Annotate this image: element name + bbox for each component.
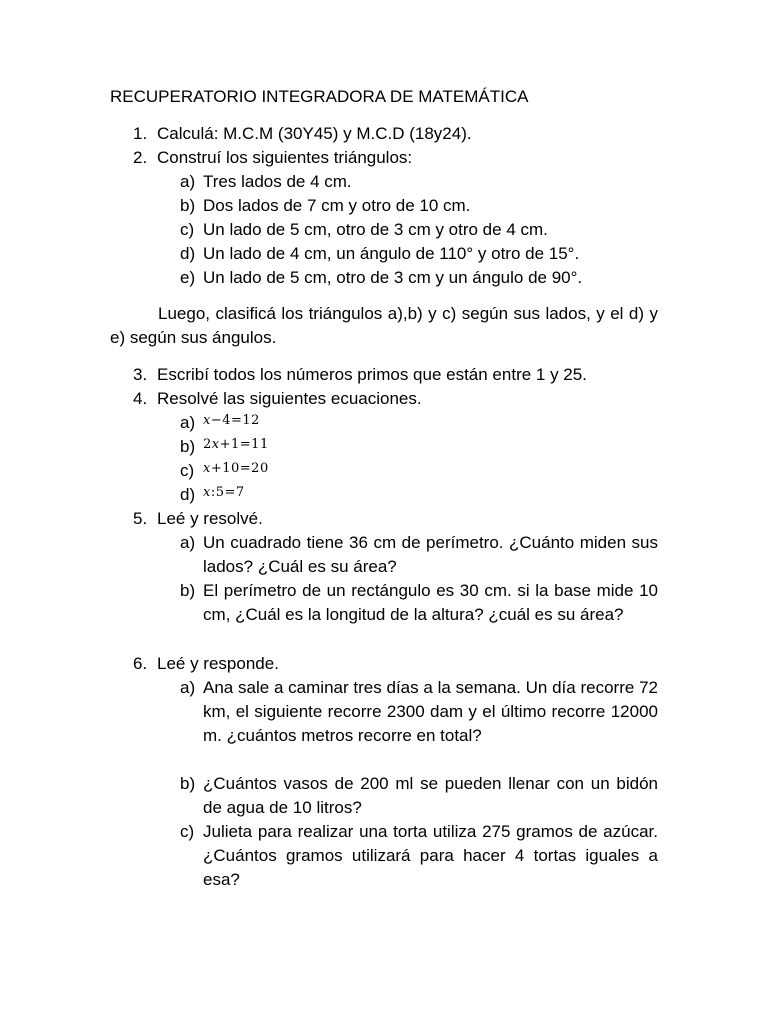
q5-item-text: El perímetro de un rectángulo es 30 cm. si la base mide 10 cm, ¿Cuál es la longitud de la altura? ¿cuál es su área? [203, 581, 658, 625]
q4-item-label: b) [180, 437, 196, 456]
q5-item-label: b) [180, 581, 196, 600]
q2-item-text: Dos lados de 7 cm y otro de 10 cm. [203, 196, 471, 215]
q1-text: Calculá: M.C.M (30Y45) y M.C.D (18y24). [157, 124, 472, 143]
equation: 2x+1=11 [203, 437, 269, 452]
q2-item-text: Un lado de 5 cm, otro de 3 cm y otro de 4 cm. [203, 220, 548, 239]
equation: x−4=12 [203, 413, 260, 428]
document-title: RECUPERATORIO INTEGRADORA DE MATEMÁTICA [110, 87, 529, 106]
q5-number: 5. [133, 509, 148, 528]
q5-item-text: Un cuadrado tiene 36 cm de perímetro. ¿Cuánto miden sus lados? ¿Cuál es su área? [203, 533, 658, 577]
q2-text: Construí los siguientes triángulos: [157, 148, 413, 167]
q6-number: 6. [133, 654, 148, 673]
q6-item-label: a) [180, 678, 196, 697]
q2-item-text: Tres lados de 4 cm. [203, 172, 352, 191]
q4-item-label: c) [180, 461, 195, 480]
q2-item-label: c) [180, 220, 195, 239]
q4-number: 4. [133, 389, 148, 408]
q2-item-text: Un lado de 4 cm, un ángulo de 110° y otro de 15°. [203, 244, 580, 263]
equation: x+10=20 [203, 461, 269, 476]
q6-item-text: ¿Cuántos vasos de 200 ml se pueden llenar con un bidón de agua de 10 litros? [203, 774, 658, 818]
q4-item-label: d) [180, 485, 196, 504]
q5-text: Leé y resolvé. [157, 509, 263, 528]
q6-item-text: Julieta para realizar una torta utiliza 275 gramos de azúcar. ¿Cuántos gramos utilizará para hacer 4 tortas iguales a esa? [203, 822, 658, 890]
q5-item-label: a) [180, 533, 196, 552]
equation: x:5=7 [203, 485, 245, 500]
q6-text: Leé y responde. [157, 654, 279, 673]
q2-item-label: a) [180, 172, 196, 191]
q6-item-label: b) [180, 774, 196, 793]
q2-item-label: e) [180, 268, 196, 287]
q2-number: 2. [133, 148, 148, 167]
q4-item-label: a) [180, 413, 196, 432]
q1-number: 1. [133, 124, 148, 143]
q2-item-label: d) [180, 244, 196, 263]
q4-text: Resolvé las siguientes ecuaciones. [157, 389, 422, 408]
q2-item-text: Un lado de 5 cm, otro de 3 cm y un ángulo de 90°. [203, 268, 583, 287]
q3-number: 3. [133, 365, 148, 384]
q2-item-label: b) [180, 196, 196, 215]
q3-text: Escribí todos los números primos que están entre 1 y 25. [157, 365, 587, 384]
q2-paragraph: Luego, clasificá los triángulos a),b) y c) según sus lados, y el d) y e) según sus ángulos. [110, 304, 658, 348]
q6-item-label: c) [180, 822, 195, 841]
q6-item-text: Ana sale a caminar tres días a la semana. Un día recorre 72 km, el siguiente recorre 2300 dam y el último recorre 12000 m. ¿cuántos metros recorre en total? [203, 678, 658, 746]
